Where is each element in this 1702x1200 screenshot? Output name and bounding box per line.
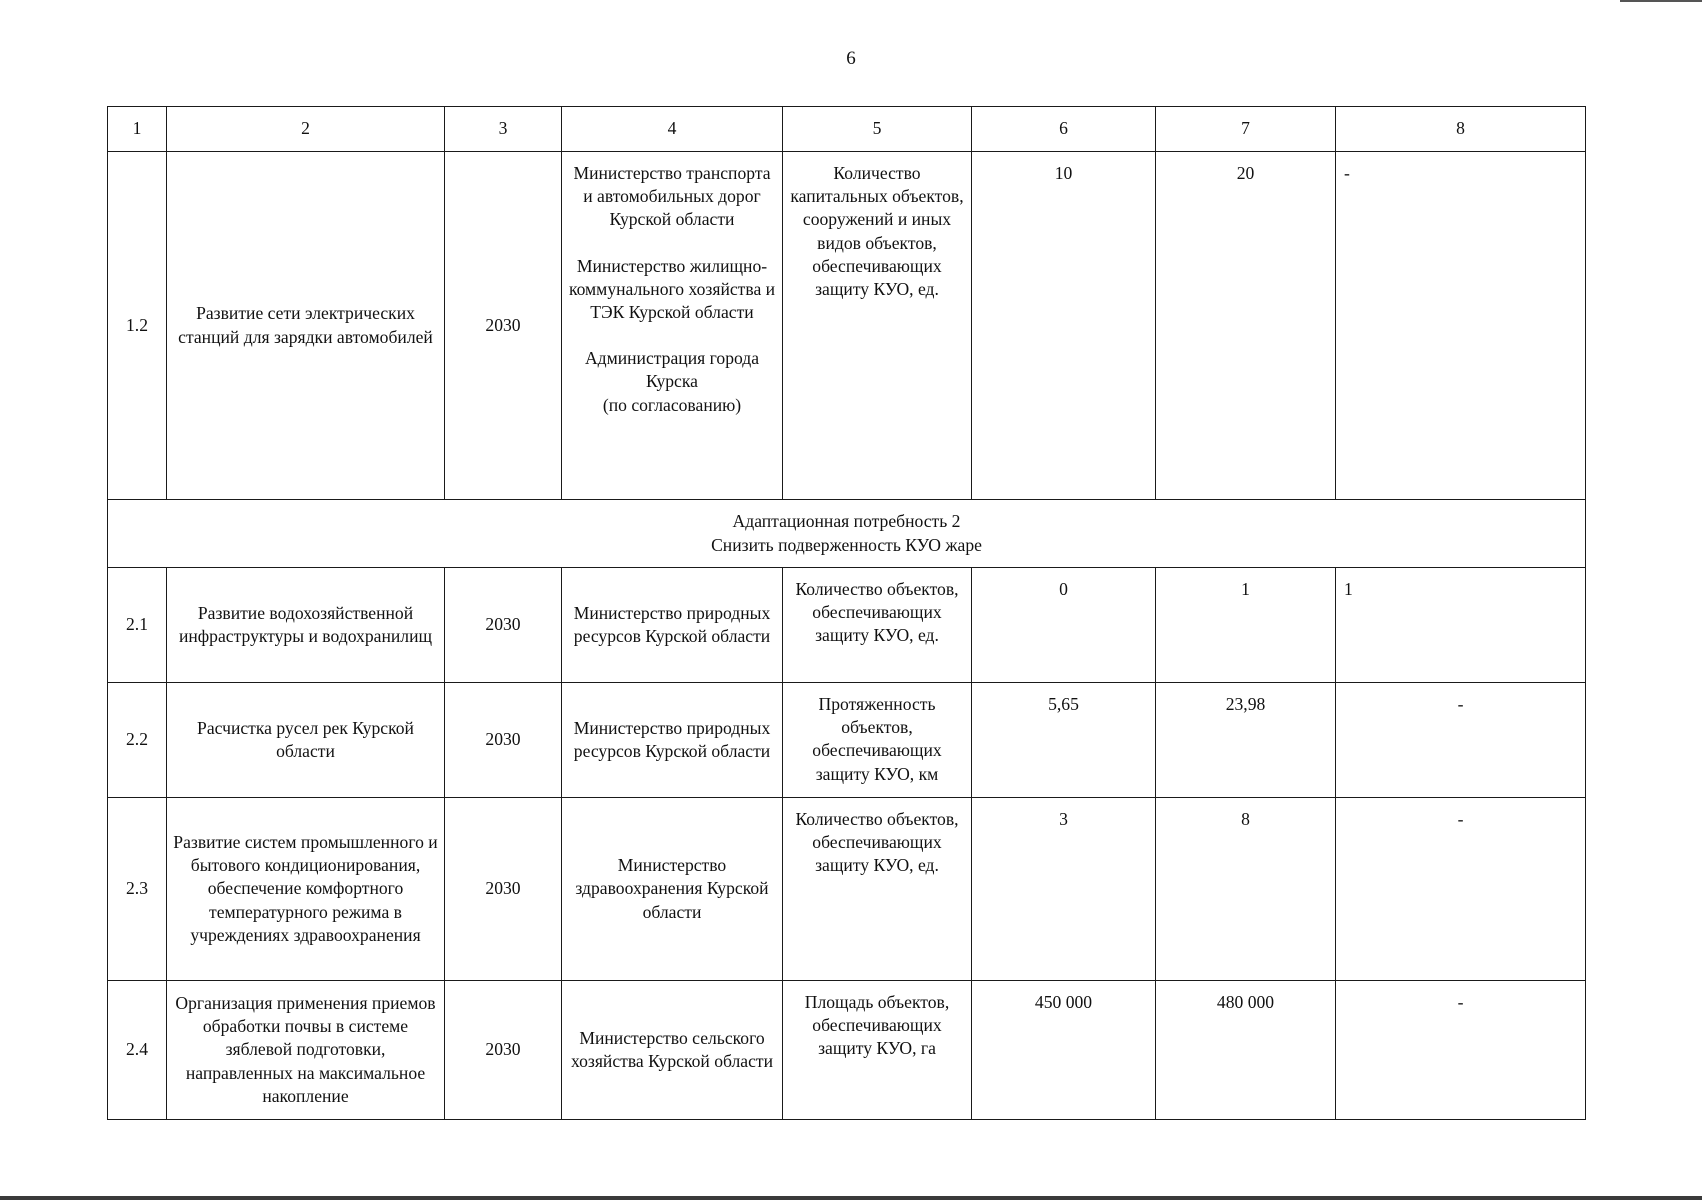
measure-name: Расчистка русел рек Курской области: [167, 683, 445, 798]
deadline-year: 2030: [445, 568, 562, 683]
section-header: [108, 500, 1586, 568]
column-number: 2: [167, 107, 445, 152]
value-col-8: -: [1336, 683, 1586, 798]
indicator: Протяженность объектов, обеспечивающих защиту КУО, км: [783, 683, 972, 798]
deadline-year: 2030: [445, 152, 562, 500]
table-row-2-3: [108, 798, 1586, 981]
table-row-2-4: [108, 981, 1586, 1120]
section-title: Адаптационная потребность 2: [732, 511, 961, 532]
value-col-6: 450 000: [972, 981, 1156, 1120]
indicator: Количество объектов, обеспечивающих защиту КУО, ед.: [783, 798, 972, 981]
measure-name: Развитие водохозяйственной инфраструктуры и водохранилищ: [167, 568, 445, 683]
value-col-6: 3: [972, 798, 1156, 981]
value-col-7: 1: [1156, 568, 1336, 683]
executor: Министерство сельского хозяйства Курской области: [562, 981, 783, 1120]
value-col-6: 5,65: [972, 683, 1156, 798]
value-col-8: 1: [1336, 568, 1586, 683]
value-col-7: 20: [1156, 152, 1336, 500]
scan-edge-top: [1620, 0, 1702, 2]
column-number: 8: [1336, 107, 1586, 152]
deadline-year: 2030: [445, 683, 562, 798]
executor: Администрация города Курска: [584, 348, 760, 392]
executor: Министерство природных ресурсов Курской области: [562, 683, 783, 798]
table-row-2-1: [108, 568, 1586, 683]
value-col-7: 23,98: [1156, 683, 1336, 798]
measure-name: Развитие сети электрических станций для зарядки автомобилей: [167, 152, 445, 500]
value-col-8: -: [1336, 152, 1586, 500]
column-number: 5: [783, 107, 972, 152]
executor: Министерство жилищно-коммунального хозяйства и ТЭК Курской области: [568, 255, 776, 323]
measure-name: Организация применения приемов обработки почвы в системе зяблевой подготовки, направленных на максимальное накопление: [167, 981, 445, 1120]
section-header-row: [108, 500, 1586, 568]
column-number: 7: [1156, 107, 1336, 152]
column-number: 3: [445, 107, 562, 152]
row-number: 2.4: [108, 981, 167, 1120]
executor: Министерство здравоохранения Курской области: [562, 798, 783, 981]
value-col-8: -: [1336, 798, 1586, 981]
column-number: 1: [108, 107, 167, 152]
value-col-7: 8: [1156, 798, 1336, 981]
measures-table: [107, 106, 1586, 1120]
table-row-2-2: [108, 683, 1586, 798]
indicator: Количество объектов, обеспечивающих защиту КУО, ед.: [783, 568, 972, 683]
value-col-7: 480 000: [1156, 981, 1336, 1120]
value-col-6: 10: [972, 152, 1156, 500]
indicator: Количество капитальных объектов, сооружений и иных видов объектов, обеспечивающих защиту КУО, ед.: [783, 152, 972, 500]
executor: Министерство транспорта и автомобильных дорог Курской области: [573, 163, 771, 230]
page-number: 6: [846, 48, 856, 69]
executor-note: (по согласованию): [602, 394, 742, 415]
indicator: Площадь объектов, обеспечивающих защиту КУО, га: [783, 981, 972, 1120]
row-number: 2.1: [108, 568, 167, 683]
row-number: 1.2: [108, 152, 167, 500]
column-number: 4: [562, 107, 783, 152]
deadline-year: 2030: [445, 981, 562, 1120]
section-subtitle: Снизить подверженность КУО жаре: [711, 534, 982, 555]
table-row-1-2: [108, 152, 1586, 500]
value-col-8: -: [1336, 981, 1586, 1120]
value-col-6: 0: [972, 568, 1156, 683]
measure-name: Развитие систем промышленного и бытового кондиционирования, обеспечение комфортного температурного режима в учреждениях здравоохранения: [167, 798, 445, 981]
row-number: 2.3: [108, 798, 167, 981]
scan-edge-bottom: [0, 1196, 1702, 1200]
executors-cell: [562, 152, 783, 500]
column-number-row: [108, 107, 1586, 152]
deadline-year: 2030: [445, 798, 562, 981]
executor: Министерство природных ресурсов Курской области: [562, 568, 783, 683]
column-number: 6: [972, 107, 1156, 152]
row-number: 2.2: [108, 683, 167, 798]
